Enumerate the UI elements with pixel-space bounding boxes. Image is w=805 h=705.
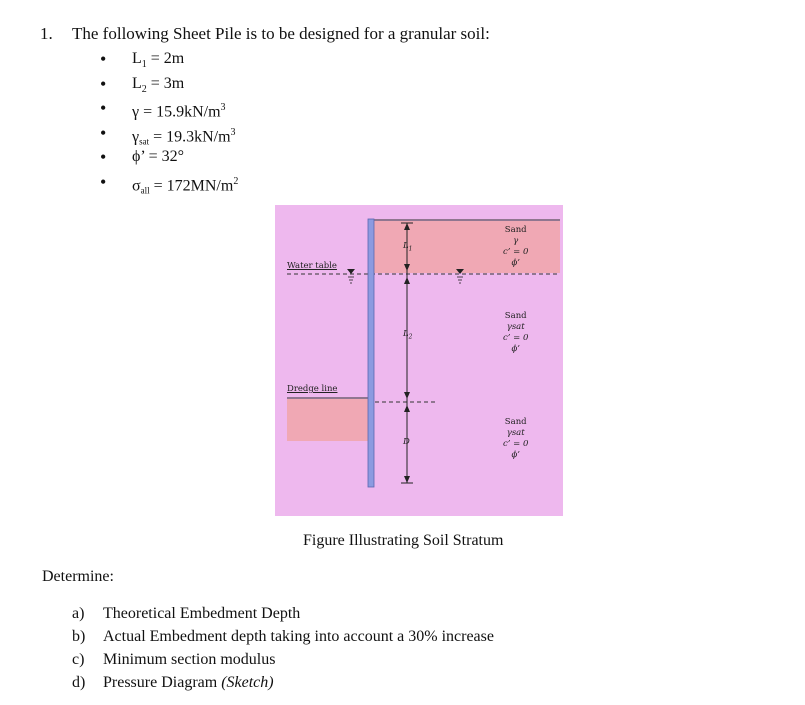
d-label: D [403,437,410,447]
task-item: b) Actual Embedment depth taking into account a 30% increase [72,628,494,645]
task-list [72,603,494,695]
task-item: a) Theoretical Embedment Depth [72,605,301,622]
layer-1-name: Sand [504,225,527,235]
arrow-head [404,392,410,399]
layer-3-properties: Sand γsat c’ = 0 ϕ’ [503,417,529,460]
given-item: • ϕ’ = 32° [100,146,238,171]
upper-soil-block [373,221,560,273]
arrow-head [404,277,410,284]
given-item: • $L_2 = 3m$ [100,73,238,98]
layer-1-properties: Sand γ c’ = 0 ϕ’ [503,225,529,268]
arrow-head [404,476,410,483]
givens-list [100,48,238,195]
layer-2-name: Sand [504,311,527,321]
given-item: • $\sigma_{all} = 172MN/m^2$ [100,171,238,196]
water-table-label: Water table [287,261,337,271]
dredge-line-label: Dredge line [287,384,338,394]
task-item: c) Minimum section modulus [72,651,276,668]
figure-caption: Figure Illustrating Soil Stratum [303,532,504,549]
layer-3-name: Sand [504,417,527,427]
water-table-symbol-left [347,269,355,283]
task-item: d) Pressure Diagram (Sketch) [72,674,274,691]
determine-heading: Determine: [42,568,114,585]
question-text: The following Sheet Pile is to be designed for a granular soil: [72,24,490,43]
given-item: • $\gamma = 15.9kN/m^3$ [100,97,238,122]
layer-2-properties: Sand γsat c’ = 0 ϕ’ [503,311,529,354]
l1-label: $L_1$ [403,241,413,253]
l2-label: $L_2$ [403,329,413,341]
arrow-head [404,405,410,412]
given-item: • $\gamma_{sat} = 19.3kN/m^3$ [100,122,238,147]
question-number: 1. [40,24,53,43]
sheet-pile [368,219,374,487]
question-heading [40,24,490,44]
given-item: • $L_1 = 2m$ [100,48,238,73]
lower-soil-block [287,399,369,441]
soil-stratum-figure [275,205,563,516]
